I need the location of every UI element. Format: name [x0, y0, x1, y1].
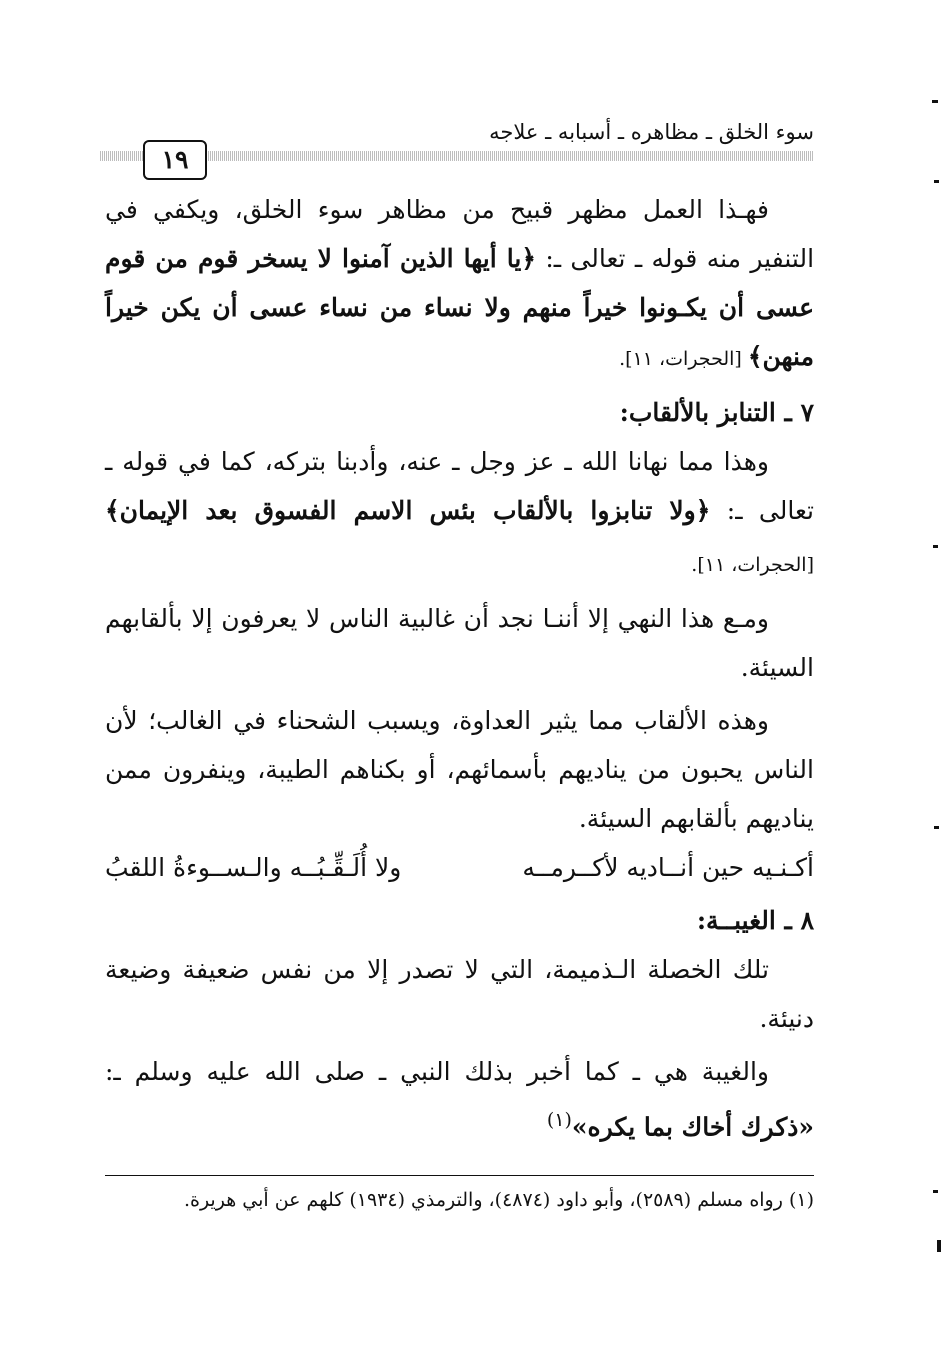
quran-reference: [الحجرات، ١١].: [691, 554, 814, 576]
scan-edge-mark: [937, 1240, 941, 1252]
paragraph-mockery: [105, 185, 814, 384]
section-heading-7: ٧ ـ التنابز بالألقاب:: [619, 398, 814, 427]
footnote: (١) رواه مسلم (٢٥٨٩)، وأبو داود (٤٨٧٤)، والترمذي (١٩٣٤) كلهم عن أبي هريرة.: [183, 1189, 814, 1211]
scan-edge-mark: [934, 826, 939, 829]
paragraph-nicknames-2: ومـع هذا النهي إلا أننـا نجد أن غالبية الناس لا يعرفون إلا بألقابهم السيئة.: [105, 604, 814, 682]
running-header-title: سوء الخلق ـ مظاهره ـ أسبابه ـ علاجه: [489, 120, 814, 144]
scan-edge-mark: [932, 100, 938, 103]
page-number: ١٩: [143, 140, 207, 180]
paragraph-text: والغيبة هي ـ كما أخبر بذلك النبي ـ صلى الله عليه وسلم ـ:: [105, 1057, 769, 1086]
quran-quote: ﴿ولا تنابزوا بالألقاب بئس الاسم الفسوق بعد الإيمان﴾: [105, 496, 711, 525]
paragraph-text: فهـذا العمل مظهر قبيح من مظاهر سوء الخلق، ويكفي في التنفير منه قوله ـ تعالى ـ:: [105, 195, 815, 273]
scan-edge-mark: [934, 180, 939, 183]
footnote-rule: [105, 1175, 814, 1176]
verse-first-hemistich: أكـنـيه حين أنــاديه لأكــرمــه: [522, 853, 814, 882]
paragraph-nicknames: [105, 437, 814, 590]
header-rule: [100, 151, 814, 161]
paragraph-backbiting: تلك الخصلة الـذميمة، التي لا تصدر إلا من نفس ضعيفة وضيعة دنيئة.: [105, 955, 814, 1033]
hadith-quote: «ذكرك أخاك بما يكره»: [571, 1112, 814, 1142]
quran-quote: ﴿يا أيها الذين آمنوا لا يسخر قوم من قوم عسى أن يكـونوا خيراً منهم ولا نساء من نساء عسى أن يكن خيراً منهن﴾: [105, 244, 814, 371]
paragraph-text: وهذا مما نهانا الله ـ عز وجل ـ عنه، وأدبنا بتركه، كما في قوله ـ تعالى ـ:: [105, 447, 814, 525]
scan-edge-mark: [933, 545, 938, 548]
section-heading-8: ٨ ـ الغيبــة:: [696, 906, 814, 935]
verse-second-hemistich: ولا أُلَـقِّـبُــه والـســوءةُ اللقبُ: [105, 853, 402, 882]
poetry-verse: [105, 843, 814, 892]
quran-reference: [الحجرات، ١١].: [619, 348, 748, 370]
paragraph-nicknames-3: وهذه الألقاب مما يثير العداوة، ويسبب الشحناء في الغالب؛ لأن الناس يحبون من يناديهم بأسمائهم، أو بكناهم الطيبة، وينفرون ممن يناديهم بألقابهم السيئة.: [105, 706, 814, 833]
footnote-marker: (١): [546, 1109, 572, 1131]
scan-edge-mark: [933, 1190, 938, 1193]
paragraph-backbiting-2: [105, 1047, 814, 1151]
page-body: [105, 185, 814, 1151]
